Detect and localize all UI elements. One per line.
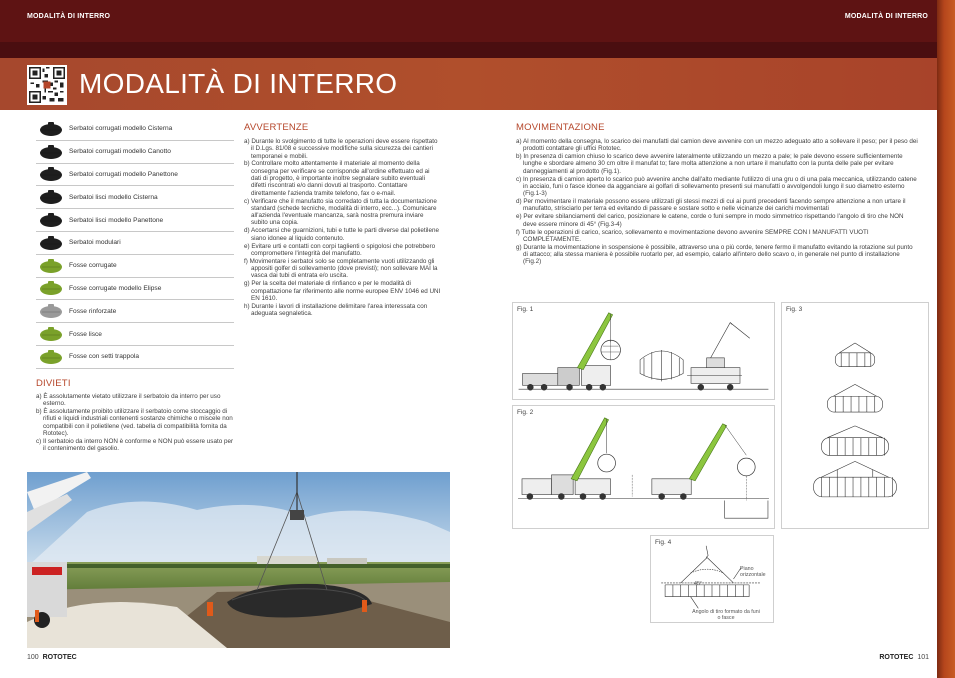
product-list-label: Serbatoi corrugati modello Canotto	[69, 148, 171, 156]
figure-1	[512, 302, 775, 400]
avvertenze-item: f) Movimentare i serbatoi solo se completamente vuoti utilizzando gli appositi golfer di sollevamento (dove previsti); non sollevare MAI la vasca dai tubi di entrata e/o uscita.	[244, 257, 438, 280]
divieti-list	[36, 393, 236, 453]
figure-4-angle-label: 45°	[694, 581, 703, 587]
product-list-item[interactable]	[36, 118, 234, 141]
avvertenze-list	[244, 138, 441, 318]
product-list-item[interactable]	[36, 186, 234, 209]
product-list-label: Serbatoi lisci modello Cisterna	[69, 193, 158, 201]
movimentazione-item: b) In presenza di camion chiuso lo scarico deve avvenire lateralmente utilizzando un mezzo a pale; le pale devono essere sufficientemente lunghe e sbordare almeno 30 cm oltre il manufat to; fare molta attenzione a non urtare il manufatto con la punta delle pale per evitare danneggiamenti al prodotto (Fig.1).	[516, 153, 903, 175]
tank-green-icon	[36, 257, 66, 275]
product-list-label: Fosse corrugate	[69, 262, 117, 270]
movimentazione-item: d) Per movimentare il materiale possono essere utilizzati gli stessi mezzi di cui ai punti precedenti facendo sempre attenzione a non urtare il manufatto, strisciarlo per terra ed evitando di passare e sostare sotto e nelle vicinanze dei carichi movimentati	[516, 198, 906, 213]
avvertenze-item: b) Controllare molto attentamente il materiale al momento della consegna per verificare se corrisponde all'ordine effettuato ed ai dati di progetto, è importante inoltre segnalare subito eventuali difetti riscontrati e/o danni dovuti al trasporto. Contattare direttamente l'azienda tramite telefono, fax o e-mail.	[244, 160, 430, 197]
movimentazione-item: c) In presenza di camion aperto lo scarico può avvenire anche dall'alto mediante l'utilizzo di una gru o di una pala meccanica, utilizzando catene in acciaio, funi o fasce idonee da agganciare ai golfari di sollevamento presenti sui manufatti o avvolgendoli lungo il suo diametro esterno (Fig.1-3)	[516, 175, 917, 198]
footer-brand-right: ROTOTEC	[879, 654, 914, 661]
header-left-label: MODALITÀ DI INTERRO	[27, 13, 111, 20]
tank-black-icon	[36, 211, 66, 229]
product-list	[36, 118, 234, 369]
installation-photo	[27, 472, 450, 648]
movimentazione-heading: MOVIMENTAZIONE	[516, 122, 605, 133]
tank-black-icon	[36, 120, 66, 138]
product-list-label: Serbatoi lisci modello Panettone	[69, 216, 164, 224]
avvertenze-item: h) Durante i lavori di installazione delimitare l'area interessata con adeguata segnaletica.	[244, 302, 428, 317]
divieti-item: c) Il serbatoio da interro NON è conforme e NON può essere usato per il contenimento del gasolio.	[36, 437, 234, 453]
divieti-item: b) È assolutamente proibito utilizzare il serbatoio come stoccaggio di rifiuti e liquidi industriali contenenti sostanze chimiche o miscele non compatibili con il polietilene (ved. tabella di compatibilità fornita da Rototec).	[36, 408, 233, 438]
product-list-item[interactable]	[36, 278, 234, 301]
avvertenze-item: g) Per la scelta del materiale di rinfianco e per le modalità di compattazione far riferimento alle norme europee ENV 1046 ed UNI EN 1610.	[244, 280, 441, 302]
figure-3-label: Fig. 3	[786, 306, 803, 313]
avvertenze-heading: AVVERTENZE	[244, 122, 309, 133]
figure-2	[512, 405, 775, 529]
product-list-label: Fosse lisce	[69, 330, 102, 338]
product-list-item[interactable]	[36, 255, 234, 278]
tank-black-icon	[36, 165, 66, 183]
product-list-label: Serbatoi corrugati modello Cisterna	[69, 125, 173, 133]
avvertenze-item: a) Durante lo svolgimento di tutte le operazioni deve essere rispettato il D.Lgs. 81/08 e successive modifiche sulla sicurezza dei cantieri temporanei e mobili.	[244, 138, 438, 160]
tank-black-icon	[36, 234, 66, 252]
tank-black-icon	[36, 143, 66, 161]
movimentazione-list	[516, 138, 918, 266]
divieti-item: a) È assolutamente vietato utilizzare il serbatoio da interro per uso esterno.	[36, 393, 221, 408]
movimentazione-item: g) Durante la movimentazione in sospensione è possibile, attraverso una o più corde, tenere fermo il manufatto evitando la rotazione sul punto di attacco; alla stessa maniera è possibile ruotarlo per, ad esempio, calarlo all'intero dello scavo o, in generale nel punto di installazione (Fig.2)	[516, 243, 913, 266]
footer-brand-left: ROTOTEC	[42, 654, 77, 661]
figure-4-label: Fig. 4	[655, 539, 672, 546]
tank-green-icon	[36, 348, 66, 366]
figure-4-plane-label: Piano orizzontale	[740, 566, 766, 578]
page-title: MODALITÀ DI INTERRO	[79, 68, 398, 99]
figure-3	[781, 302, 929, 529]
movimentazione-item: e) Per evitare sbilanciamenti del carico, posizionare le catene, corde o funi sempre in modo simmetrico rispettando l'angolo di tiro che NON deve essere minore di 45° (Fig.3-4)	[516, 213, 904, 228]
product-list-label: Serbatoi modulari	[69, 239, 121, 247]
tank-grey-icon	[36, 302, 66, 320]
product-list-item[interactable]	[36, 346, 234, 369]
product-list-label: Fosse corrugate modello Elipse	[69, 284, 162, 292]
product-list-item[interactable]	[36, 164, 234, 187]
page-edge-spine	[937, 0, 955, 678]
page-number-left: 100	[27, 654, 39, 661]
tank-green-icon	[36, 279, 66, 297]
tank-green-icon	[36, 325, 66, 343]
product-list-item[interactable]	[36, 232, 234, 255]
header-dark-band	[0, 42, 937, 58]
divieti-heading: DIVIETI	[36, 378, 71, 389]
figure-1-label: Fig. 1	[517, 306, 534, 313]
footer-left	[27, 654, 77, 661]
page-number-right: 101	[917, 654, 929, 661]
figure-4-caption: Angolo di tiro formato da funi o fasce	[692, 609, 760, 621]
product-list-label: Fosse con setti trappola	[69, 353, 140, 361]
top-header-bar	[0, 0, 937, 42]
qr-code-icon[interactable]	[27, 65, 67, 105]
product-list-label: Serbatoi corrugati modello Panettone	[69, 170, 178, 178]
product-list-item[interactable]	[36, 141, 234, 164]
avvertenze-item: d) Accertarsi che guarnizioni, tubi e tutte le parti diverse dal polietilene siano idonee al liquido contenuto.	[244, 227, 439, 242]
avvertenze-item: c) Verificare che il manufatto sia corredato di tutta la documentazione standard (schede tecniche, modalità di interro, ecc...). Comunicare all'azienda l'eventuale mancanza, sarà nostra premura inviare subito una copia.	[244, 197, 437, 227]
product-list-item[interactable]	[36, 323, 234, 346]
product-list-item[interactable]	[36, 300, 234, 323]
movimentazione-item: a) Al momento della consegna, lo scarico dei manufatti dal camion deve avvenire con un mezzo adeguato atto a sollevare il peso; per il peso dei prodotti contattare gli uffici Rototec.	[516, 138, 918, 153]
product-list-label: Fosse rinforzate	[69, 307, 117, 315]
tank-black-icon	[36, 188, 66, 206]
header-right-label: MODALITÀ DI INTERRO	[844, 13, 928, 20]
movimentazione-item: f) Tutte le operazioni di carico, scarico, sollevamento e movimentazione devono avvenire SEMPRE CON I MANUFATTI VUOTI COMPLETAMENTE.	[516, 228, 869, 243]
product-list-item[interactable]	[36, 209, 234, 232]
footer-right	[879, 654, 929, 661]
avvertenze-item: e) Evitare urti e contatti con corpi taglienti o spigolosi che potrebbero compromettere l'integrità del manufatto.	[244, 242, 436, 257]
figure-2-label: Fig. 2	[517, 409, 534, 416]
figure-4	[650, 535, 774, 623]
